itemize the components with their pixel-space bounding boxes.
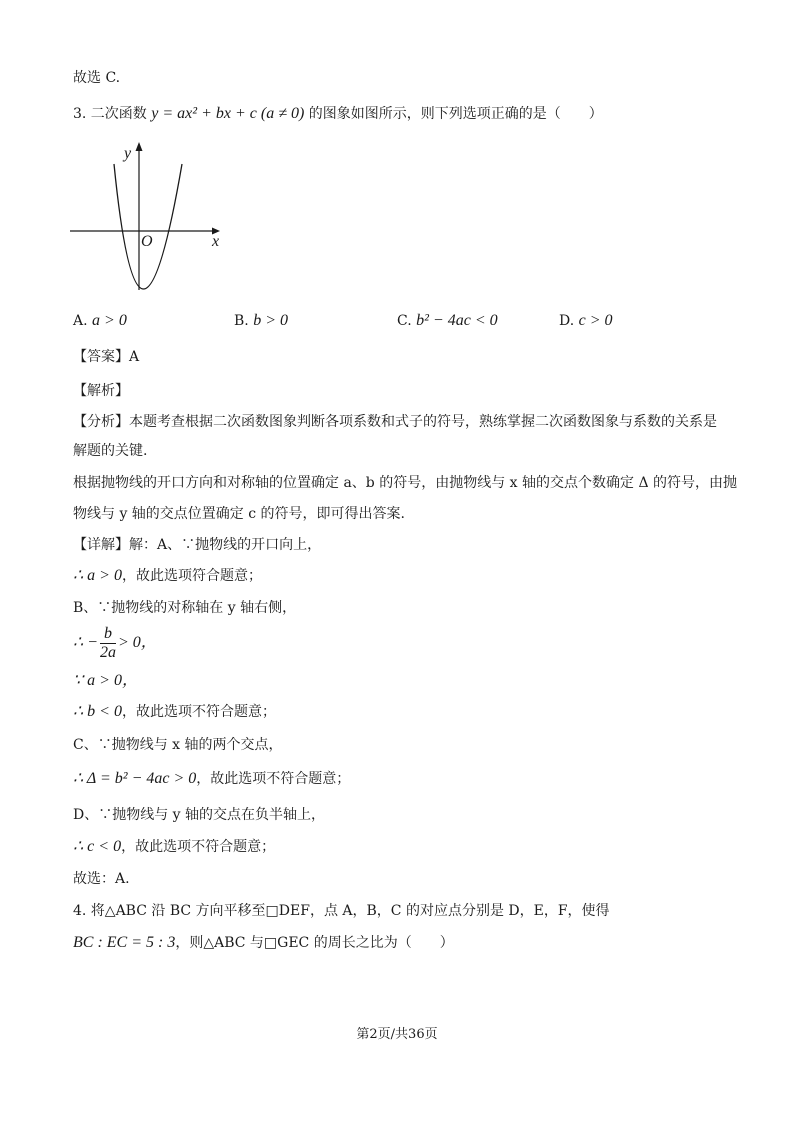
option-a bbox=[73, 312, 127, 330]
parabola-graph bbox=[68, 138, 228, 298]
analysis-text-3: 根据抛物线的开口方向和对称轴的位置确定 a、b 的符号，由抛物线与 x 轴的交点个数确定 Δ 的符号，由抛 bbox=[73, 475, 738, 491]
option-d-expr: c > 0 bbox=[578, 312, 613, 329]
answer-line: 【答案】A bbox=[73, 349, 140, 365]
detail-text-3: B、∵抛物线的对称轴在 y 轴右侧， bbox=[73, 600, 297, 616]
detail-line-10 bbox=[73, 837, 275, 857]
analysis-text-2: 解题的关键. bbox=[73, 443, 148, 459]
option-c-expr: b² − 4ac < 0 bbox=[416, 312, 498, 329]
option-a-expr: a > 0 bbox=[92, 312, 127, 329]
detail-4-suffix: > 0， bbox=[117, 634, 157, 651]
q3-equation: y = ax² + bx + c (a ≠ 0) bbox=[151, 105, 305, 122]
origin-label: O bbox=[141, 233, 153, 250]
q4-line-2-text: ，则△ABC 与□GEC 的周长之比为（ ） bbox=[175, 935, 454, 951]
detail-8-text: ，故此选项不符合题意； bbox=[196, 771, 351, 787]
option-b-letter: B. bbox=[234, 313, 249, 329]
fraction-b-over-2a bbox=[100, 625, 116, 662]
detail-10-math: ∴ c < 0 bbox=[73, 838, 122, 855]
detail-6-text: ，故此选项不符合题意； bbox=[121, 704, 276, 720]
question-4-line-1: 4. 将△ABC 沿 BC 方向平移至□DEF，点 A，B，C 的对应点分别是 D，E，F，使得 bbox=[73, 903, 610, 919]
detail-10-text: ，故此选项不符合题意； bbox=[121, 839, 276, 855]
detail-text-11: 故选：A. bbox=[73, 871, 130, 887]
option-d bbox=[559, 312, 613, 330]
detail-line-4-fraction bbox=[73, 624, 157, 662]
question-4-line-2 bbox=[73, 933, 454, 953]
detail-line-6 bbox=[73, 702, 276, 722]
y-axis-label: y bbox=[124, 145, 132, 162]
previous-conclusion: 故选 C. bbox=[73, 70, 121, 86]
detail-2-math: ∴ a > 0 bbox=[73, 567, 122, 584]
question-3-stem bbox=[73, 104, 603, 124]
option-c-letter: C. bbox=[397, 313, 412, 329]
q3-suffix: 的图象如图所示，则下列选项正确的是（ ） bbox=[308, 106, 603, 122]
detail-4-prefix: ∴ − bbox=[73, 634, 98, 651]
option-d-letter: D. bbox=[559, 313, 575, 329]
detail-5-math: ∵ a > 0， bbox=[73, 672, 138, 689]
detail-8-math: ∴ Δ = b² − 4ac > 0 bbox=[73, 770, 197, 787]
detail-line-2 bbox=[73, 566, 262, 586]
option-c bbox=[397, 312, 498, 330]
option-b bbox=[234, 312, 288, 330]
analysis-heading: 【解析】 bbox=[73, 383, 129, 399]
detail-line-5 bbox=[73, 671, 138, 691]
detail-text-7: C、∵抛物线与 x 轴的两个交点， bbox=[73, 737, 283, 753]
detail-line-8 bbox=[73, 769, 350, 789]
option-a-letter: A. bbox=[73, 313, 88, 329]
fraction-denominator: 2a bbox=[99, 643, 116, 661]
q4-ratio-math: BC : EC = 5 : 3 bbox=[73, 934, 176, 951]
detail-6-math: ∴ b < 0 bbox=[73, 703, 122, 720]
option-b-expr: b > 0 bbox=[253, 312, 288, 329]
x-axis-label: x bbox=[212, 233, 220, 250]
page-footer: 第2页/共36页 bbox=[356, 1027, 438, 1042]
detail-text-9: D、∵抛物线与 y 轴的交点在负半轴上， bbox=[73, 807, 326, 823]
fraction-numerator: b bbox=[100, 625, 116, 644]
q3-number: 3. 二次函数 bbox=[73, 106, 147, 122]
analysis-text-4: 物线与 y 轴的交点位置确定 c 的符号，即可得出答案. bbox=[73, 506, 405, 522]
analysis-text-1: 【分析】本题考查根据二次函数图象判断各项系数和式子的符号，熟练掌握二次函数图象与系数的关系是 bbox=[73, 414, 717, 430]
y-axis-arrow bbox=[136, 142, 143, 151]
parabola-curve bbox=[114, 164, 182, 289]
detail-2-text: ，故此选项符合题意； bbox=[121, 568, 262, 584]
detail-text-1: 【详解】解：A、∵抛物线的开口向上， bbox=[73, 537, 322, 553]
